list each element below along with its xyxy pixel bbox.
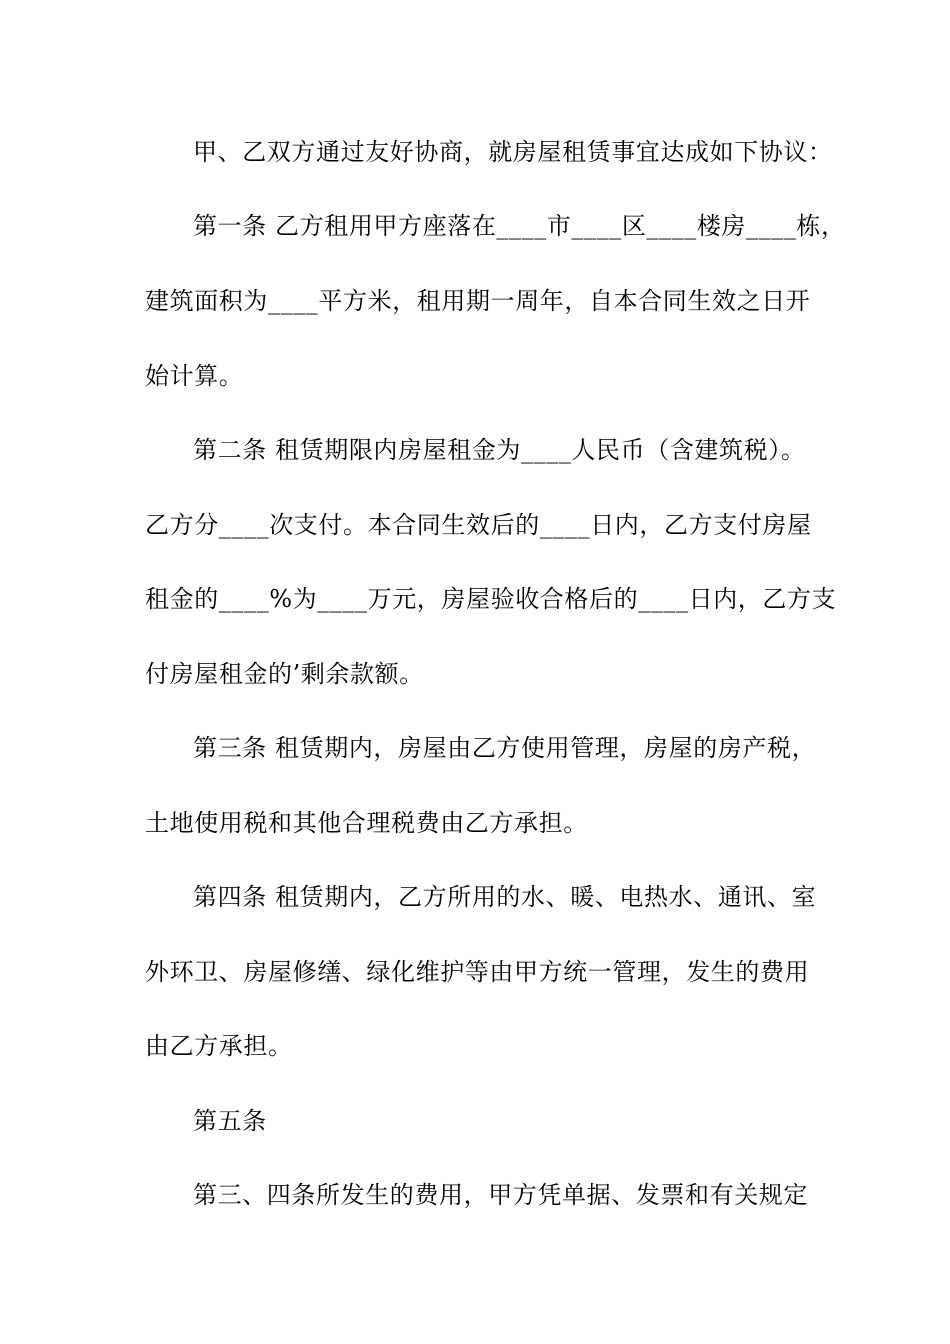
article-2-line-3: 租金的____%为____万元，房屋验收合格后的____日内，乙方支 (145, 585, 837, 613)
article-2-line-4: 付房屋租金的’剩余款额。 (145, 660, 424, 688)
article-2-line-1: 第二条 租赁期限内房屋租金为____人民币（含建筑税）。 (193, 436, 806, 464)
article-5-line-1: 第三、四条所发生的费用，甲方凭单据、发票和有关规定 (193, 1181, 808, 1209)
article-1-line-2: 建筑面积为____平方米，租用期一周年，自本合同生效之日开 (145, 287, 811, 315)
article-4-line-3: 由乙方承担。 (145, 1032, 293, 1060)
article-1-line-3: 始计算。 (145, 362, 244, 390)
article-1-line-1: 第一条 乙方租用甲方座落在____市____区____楼房____栋， (193, 212, 846, 240)
intro-line: 甲、乙双方通过友好协商，就房屋租赁事宜达成如下协议： (193, 138, 833, 166)
article-2-line-2: 乙方分____次支付。本合同生效后的____日内，乙方支付房屋 (145, 511, 812, 539)
article-3-line-2: 土地使用税和其他合理税费由乙方承担。 (145, 809, 588, 837)
article-4-line-1: 第四条 租赁期内，乙方所用的水、暖、电热水、通讯、室 (193, 883, 817, 911)
article-3-line-1: 第三条 租赁期内，房屋由乙方使用管理，房屋的房产税， (193, 734, 817, 762)
article-4-line-2: 外环卫、房屋修缮、绿化维护等由甲方统一管理，发生的费用 (145, 958, 810, 986)
article-5-heading: 第五条 (193, 1107, 267, 1135)
